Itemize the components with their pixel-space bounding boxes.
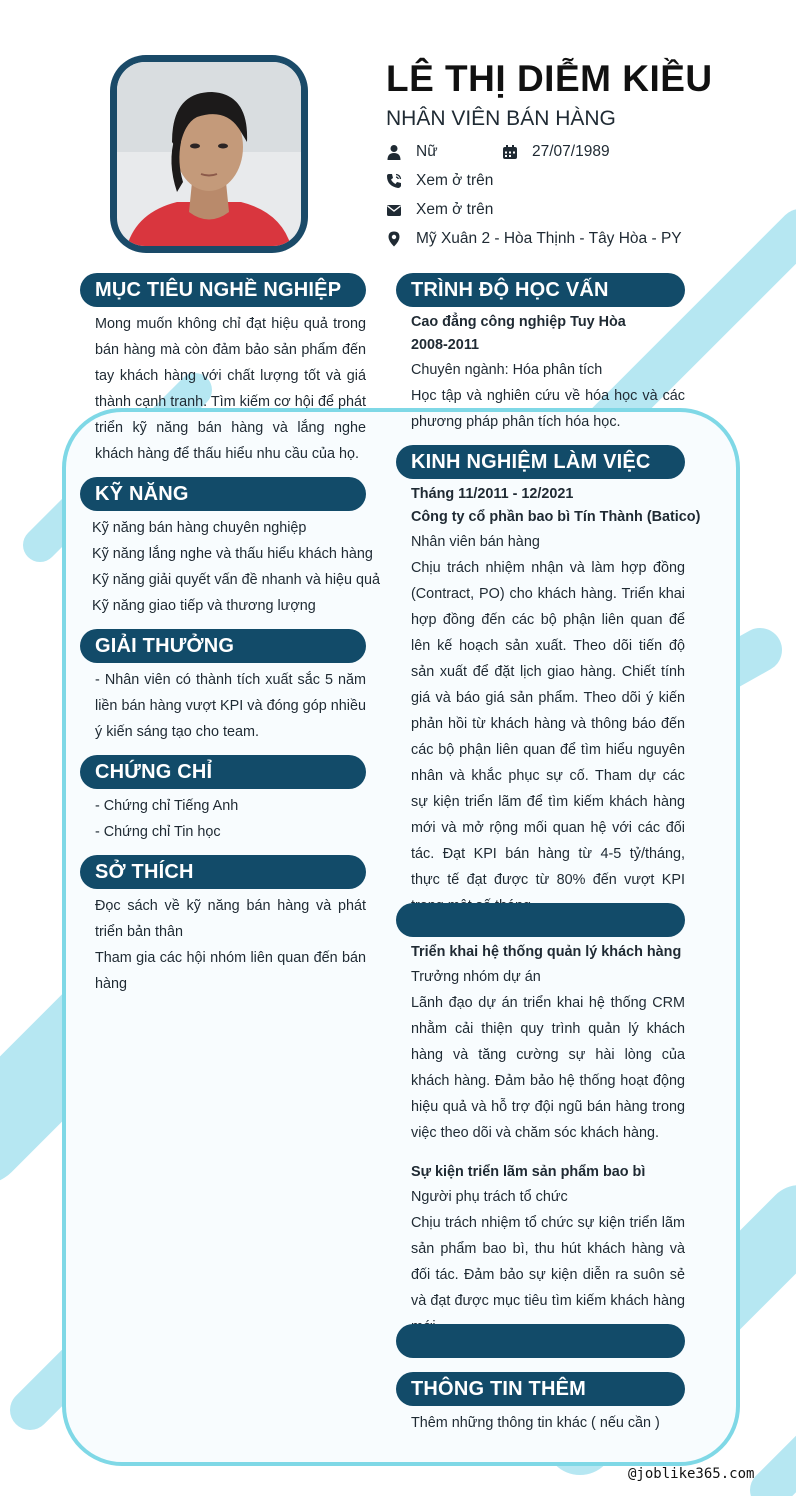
extra-info-text: Thêm những thông tin khác ( nếu cần ) bbox=[411, 1415, 660, 1431]
education-school: Cao đẳng công nghiệp Tuy Hòa bbox=[411, 314, 626, 330]
education-heading: TRÌNH ĐỘ HỌC VẤN bbox=[396, 273, 685, 307]
experience-company: Công ty cổ phần bao bì Tín Thành (Batico) bbox=[411, 509, 701, 525]
address-row bbox=[386, 230, 682, 248]
education-description: Học tập và nghiên cứu về hóa học và các phương pháp phân tích hóa học. bbox=[411, 388, 685, 430]
candidate-name: LÊ THỊ DIỄM KIỀU bbox=[386, 58, 713, 99]
birthdate-row bbox=[502, 143, 610, 161]
birthdate-value: 27/07/1989 bbox=[532, 143, 610, 160]
skill-item: Kỹ năng lắng nghe và thấu hiểu khách hàng bbox=[92, 546, 373, 562]
certificate-item: - Chứng chỉ Tiếng Anh bbox=[95, 798, 239, 814]
address-value: Mỹ Xuân 2 - Hòa Thịnh - Tây Hòa - PY bbox=[416, 230, 682, 247]
phone-icon bbox=[386, 173, 402, 189]
objective-text: Mong muốn không chỉ đạt hiệu quả trong bán hàng mà còn đảm bảo sản phẩm đến tay khách hàng với chất lượng tốt và giá thành cạnh tranh. Tìm kiếm cơ hội để phát triển kỹ năng bán hàng và lắng nghe khách hàng để thấu hiểu nhu cầu của họ. bbox=[95, 316, 366, 462]
certificates-heading: CHỨNG CHỈ bbox=[80, 755, 366, 789]
watermark: @joblike365.com bbox=[628, 1466, 755, 1482]
education-period: 2008-2011 bbox=[411, 337, 480, 353]
objective-heading: MỤC TIÊU NGHỀ NGHIỆP bbox=[80, 273, 366, 307]
extra-info-heading: THÔNG TIN THÊM bbox=[396, 1372, 685, 1406]
calendar-icon bbox=[502, 144, 518, 160]
skills-heading: KỸ NĂNG bbox=[80, 477, 366, 511]
project-name: Sự kiện triển lãm sản phẩm bao bì bbox=[411, 1164, 646, 1180]
skill-item: Kỹ năng giao tiếp và thương lượng bbox=[92, 598, 316, 614]
awards-heading: GIẢI THƯỞNG bbox=[80, 629, 366, 663]
gender-value: Nữ bbox=[416, 143, 438, 160]
phone-value: Xem ở trên bbox=[416, 172, 494, 189]
hobby-item: Tham gia các hội nhóm liên quan đến bán hàng bbox=[95, 950, 366, 992]
phone-row bbox=[386, 172, 493, 190]
experience-description: Chịu trách nhiệm nhận và làm hợp đồng (Contract, PO) cho khách hàng. Triển khai hợp đồng đến các bộ phận liên quan để lên kế hoạch sản xuất. Theo dõi tiến độ sản xuất để đặt lịch giao hàng. Chiết tính giá và báo giá sản phẩm. Theo dõi ý kiến phản hồi từ khách hàng và thông báo đến các bộ phận liên quan để tìm hiểu nguyên nhân và khắc phục sự cố. Tham dự các sự kiện triển lãm để tìm kiếm khách hàng mới và mở rộng mối quan hệ với các đối tác. Đạt KPI bán hàng từ 4-5 tỷ/tháng, thực tế đạt được từ 80% đến vượt KPI bbox=[411, 560, 685, 888]
experience-heading: KINH NGHIỆM LÀM VIỆC bbox=[396, 445, 685, 479]
hobbies-heading: SỞ THÍCH bbox=[80, 855, 366, 889]
user-icon bbox=[386, 144, 402, 160]
email-value: Xem ở trên bbox=[416, 201, 494, 218]
experience-position: Nhân viên bán hàng bbox=[411, 534, 540, 550]
avatar-frame bbox=[110, 55, 308, 253]
project-role: Trưởng nhóm dự án bbox=[411, 969, 541, 985]
projects-heading bbox=[396, 903, 685, 937]
skill-item: Kỹ năng giải quyết vấn đề nhanh và hiệu quả bbox=[92, 572, 381, 588]
job-title: NHÂN VIÊN BÁN HÀNG bbox=[386, 107, 616, 130]
certificate-item: - Chứng chỉ Tin học bbox=[95, 824, 221, 840]
email-row bbox=[386, 201, 493, 219]
awards-text: - Nhân viên có thành tích xuất sắc 5 năm liền bán hàng vượt KPI và đóng góp nhiều ý kiến sáng tạo cho team. bbox=[95, 672, 366, 740]
hobby-item: Đọc sách về kỹ năng bán hàng và phát triển bản thân bbox=[95, 898, 366, 940]
project-role: Người phụ trách tổ chức bbox=[411, 1189, 568, 1205]
avatar bbox=[117, 62, 301, 246]
skill-item: Kỹ năng bán hàng chuyên nghiệp bbox=[92, 520, 307, 536]
experience-period: Tháng 11/2011 - 12/2021 bbox=[411, 486, 574, 502]
project-description: Lãnh đạo dự án triển khai hệ thống CRM nhằm cải thiện quy trình quản lý khách hàng và tăng cường sự hài lòng của khách hàng. Đảm bảo hệ thống hoạt động hiệu quả và hỗ trợ đội ngũ bán hàng trong việc theo dõi và chăm sóc khách hàng. bbox=[411, 995, 685, 1141]
section-heading-empty bbox=[396, 1324, 685, 1358]
envelope-icon bbox=[386, 202, 402, 218]
education-major: Chuyên ngành: Hóa phân tích bbox=[411, 362, 603, 378]
gender-row bbox=[386, 143, 438, 161]
project-name: Triển khai hệ thống quản lý khách hàng bbox=[411, 944, 682, 960]
location-pin-icon bbox=[386, 231, 402, 247]
project-description: Chịu trách nhiệm tổ chức sự kiện triển lãm sản phẩm bao bì, thu hút khách hàng và đối tác. Đảm bảo sự kiện diễn ra suôn sẻ và đạt được mục tiêu tìm kiếm khách hàng bbox=[411, 1215, 685, 1309]
